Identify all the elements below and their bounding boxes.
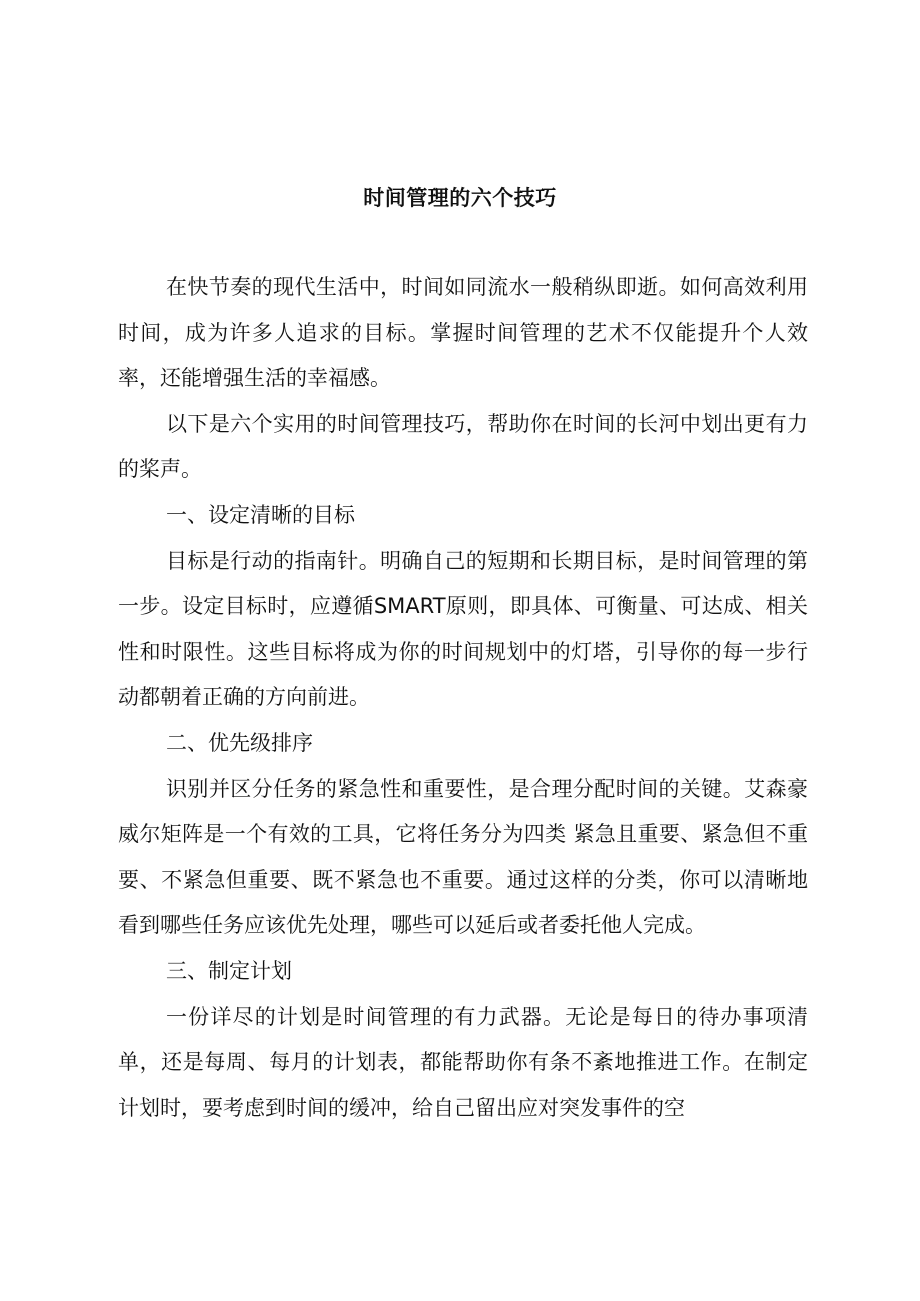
- section-heading-3: 三、制定计划: [166, 958, 292, 983]
- paragraph-section-2: 识别并区分任务的紧急性和重要性，是合理分配时间的关键。艾森豪威尔矩阵是一个有效的工具，它将任务分为四类 紧急且重要、紧急但不重要、不紧急但重要、既不紧急也不重要。通过这样的分类，你可以清晰地看到哪些任务应该优先处理，哪些可以延后或者委托他人完成。: [118, 776, 808, 938]
- document-title: 时间管理的六个技巧: [363, 186, 557, 210]
- document-body: [118, 265, 808, 1131]
- section-heading-1: 一、设定清晰的目标: [166, 502, 355, 527]
- section-heading-2: 二、优先级排序: [166, 730, 313, 755]
- paragraph-section-1: 目标是行动的指南针。明确自己的短期和长期目标，是时间管理的第一步。设定目标时，应遵循SMART原则，即具体、可衡量、可达成、相关性和时限性。这些目标将成为你的时间规划中的灯塔，引导你的每一步行动都朝着正确的方向前进。: [118, 548, 808, 710]
- paragraph-intro: 在快节奏的现代生活中，时间如同流水一般稍纵即逝。如何高效利用时间，成为许多人追求的目标。掌握时间管理的艺术不仅能提升个人效率，还能增强生活的幸福感。: [118, 275, 808, 391]
- paragraph-section-3: 一份详尽的计划是时间管理的有力武器。无论是每日的待办事项清单，还是每周、每月的计划表，都能帮助你有条不紊地推进工作。在制定计划时，要考虑到时间的缓冲，给自己留出应对突发事件的空: [118, 1004, 808, 1120]
- paragraph-overview: 以下是六个实用的时间管理技巧，帮助你在时间的长河中划出更有力的桨声。: [118, 411, 808, 482]
